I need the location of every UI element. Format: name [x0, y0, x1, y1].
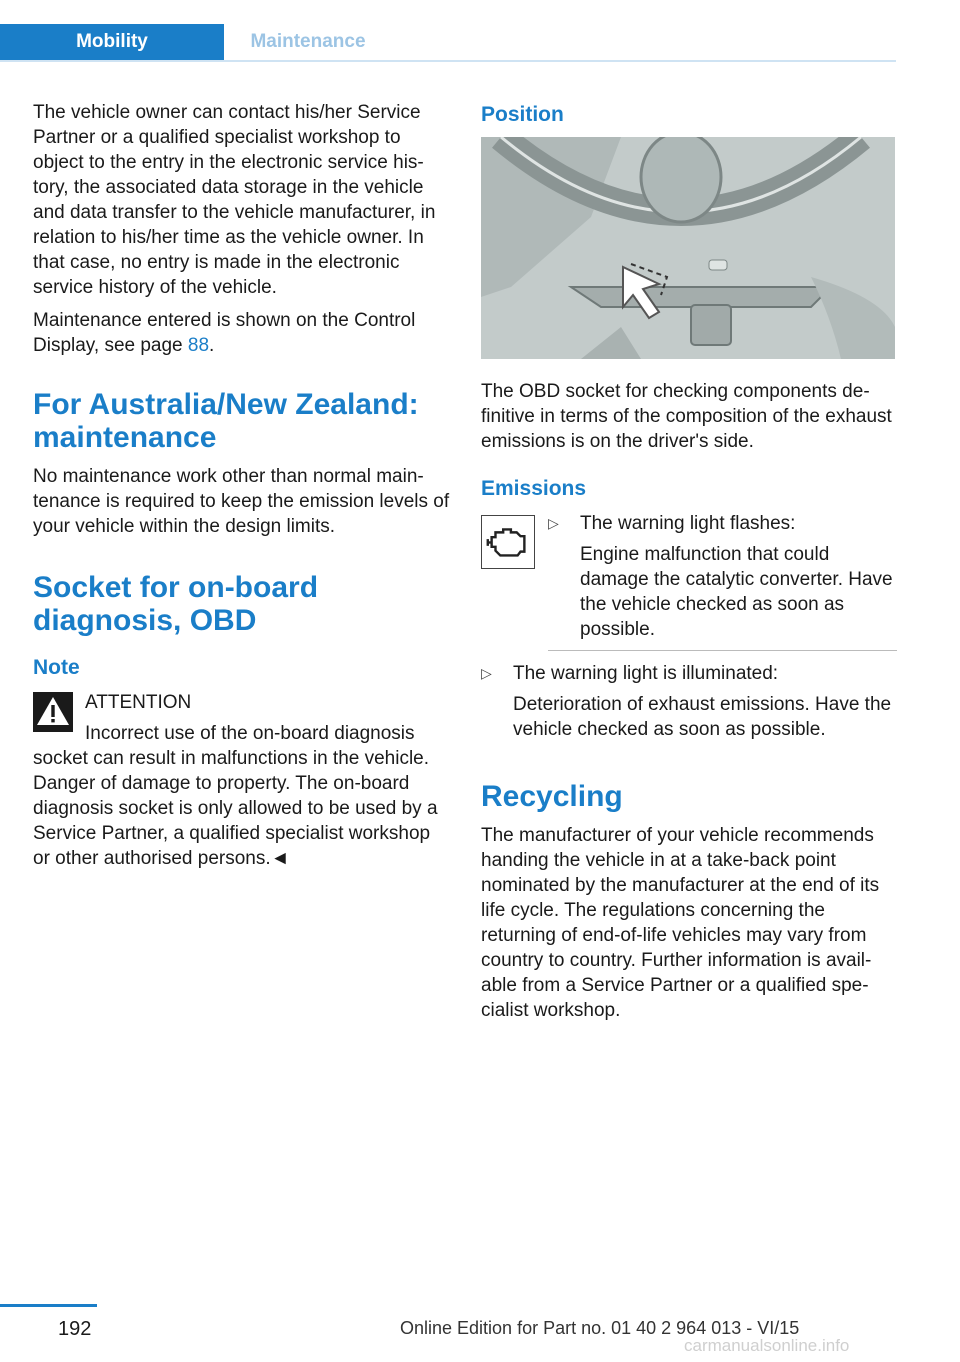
heading-obd-socket: Socket for on-board diagnosis, OBD [33, 571, 319, 637]
bullet-divider [548, 650, 897, 651]
emissions-list-2 [481, 661, 897, 742]
attention-label: ATTENTION [85, 692, 192, 713]
maintenance-display-text: Maintenance entered is shown on the Control Display, see page [33, 310, 416, 356]
list-item [548, 511, 897, 642]
australia-maintenance-paragraph: No maintenance work other than normal maintenance is required to keep the emission levels of your vehicle within the design limits. [33, 466, 450, 537]
attention-text: Incorrect use of the on-board diagnosis socket can result in malfunctions in the vehicle. Danger of damage to property. The on-board diagnosis socket is only allowed to be used by a Service Partner, a qualified specialist workshop or other authorised persons.◄ [33, 723, 438, 869]
right-column [481, 100, 897, 1031]
check-engine-icon [481, 515, 535, 569]
maintenance-display-end: . [209, 335, 215, 356]
heading-australia-maintenance: For Australia/New Zealand: maintenance [33, 388, 419, 454]
heading-emissions: Emissions [481, 477, 587, 500]
header-divider [0, 60, 896, 62]
bullet1-text: Engine malfunction that could damage the catalytic converter. Have the vehicle checked as soon as possible. [580, 544, 893, 640]
obd-position-photo [481, 137, 895, 359]
watermark: carmanualsonline.info [684, 1336, 850, 1355]
emissions-block [481, 511, 897, 742]
page-88-link[interactable]: 88 [187, 335, 210, 356]
heading-position: Position [481, 103, 564, 126]
bullet2-text: Deterioration of exhaust emissions. Have the vehicle checked as soon as possible. [513, 694, 892, 740]
header-tabbar [0, 24, 896, 60]
bullet1-title: ▷ The warning light flashes: [580, 513, 796, 534]
left-column [33, 100, 451, 871]
attention-block [33, 690, 451, 871]
edition-note: Online Edition for Part no. 01 40 2 964 013 - VI/15 [400, 1318, 800, 1338]
maintenance-display-paragraph [33, 308, 451, 358]
bullet2-title: ▷ The warning light is illuminated: [513, 663, 779, 684]
car-interior-illustration [481, 137, 895, 359]
emissions-list [481, 511, 897, 642]
footer-accent-line [0, 1304, 97, 1307]
warning-triangle-icon [33, 692, 73, 732]
heading-note: Note [33, 656, 80, 679]
tab-maintenance[interactable]: Maintenance [250, 31, 366, 52]
recycling-text: The manufacturer of your vehicle recommends handing the vehicle in at a take-back point nominated by the manufacturer at the end of its life cycle. The regulations concerning the returning of end-of-life vehicles may vary from country to country. Further information is available from a Service Partner or a qualified specialist workshop. [481, 825, 880, 1021]
list-item [481, 661, 897, 742]
position-text: The OBD socket for checking components definitive in terms of the composition of the exhaust emissions is on the driver's side. [481, 381, 892, 452]
heading-recycling: Recycling [481, 780, 623, 813]
tab-mobility[interactable]: Mobility [0, 24, 224, 60]
owner-contact-paragraph: The vehicle owner can contact his/her Service Partner or a qualified specialist workshop to object to the entry in the electronic service history, the associated data storage in the vehicle and data transfer to the vehicle manufacturer, in relation to his/her time as the vehicle owner. In that case, no entry is made in the electronic service history of the vehicle. [33, 102, 436, 298]
page-number: 192 [58, 1318, 92, 1340]
